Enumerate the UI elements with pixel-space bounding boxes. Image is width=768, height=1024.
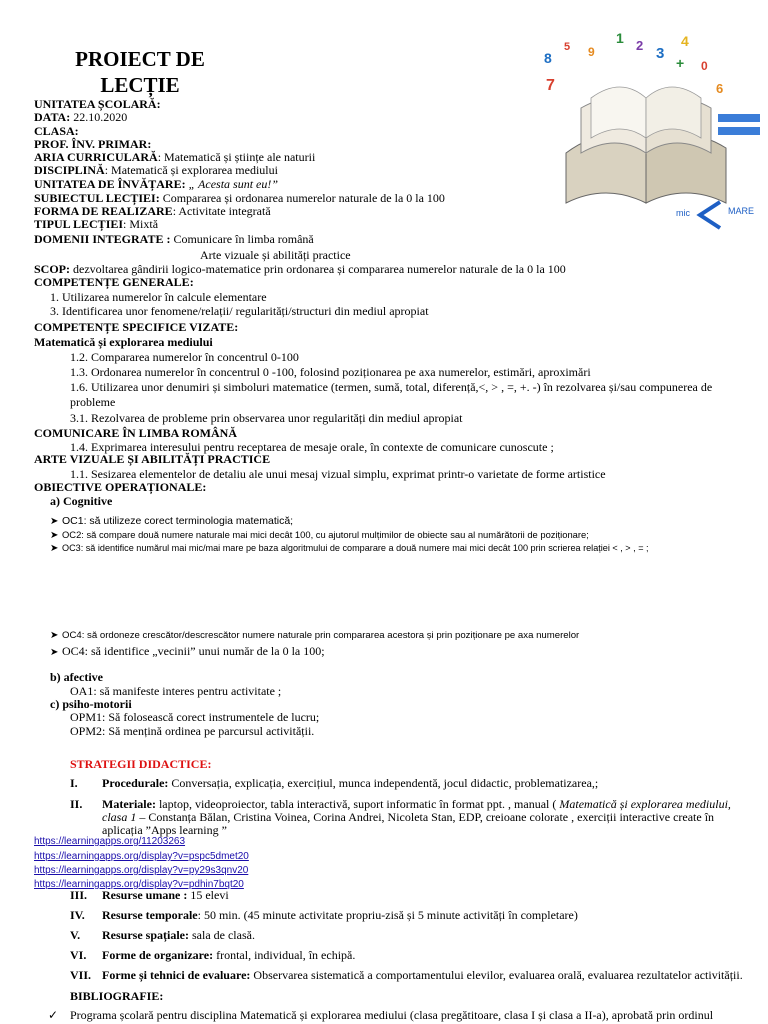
flying-number: + bbox=[676, 55, 685, 71]
strategie-materiale-cont2: aplicația ”Apps learning ” bbox=[102, 823, 227, 837]
subiect-row: SUBIECTUL LECȚIEI: Compararea și ordonarea numerelor naturale de la 0 la 100 bbox=[34, 191, 445, 205]
oc4-item-2: ➤ OC4: să identifice „vecinii” unui număr de la 0 la 100; bbox=[50, 644, 325, 658]
forme-organizare: VI. Forme de organizare: frontal, individual, în echipă. bbox=[70, 948, 356, 962]
flying-number: 0 bbox=[701, 59, 708, 73]
arrow-bullet-icon: ➤ bbox=[50, 647, 59, 658]
afective-label: b) afective bbox=[50, 670, 103, 684]
arrow-bullet-icon: ➤ bbox=[50, 516, 59, 527]
cognitive-label: a) Cognitive bbox=[50, 494, 113, 508]
oa1-item: OA1: să manifeste interes pentru activitate ; bbox=[70, 684, 282, 698]
disciplina-row: DISCIPLINĂ: Matematică și explorarea mediului bbox=[34, 163, 278, 177]
learningapps-link[interactable]: https://learningapps.org/display?v=py29s3qnv20 bbox=[34, 865, 249, 876]
mare-label: MARE bbox=[728, 206, 755, 216]
book-numbers-illustration bbox=[536, 28, 746, 208]
competente-specifice-heading: COMPETENȚE SPECIFICE VIZATE: bbox=[34, 320, 239, 334]
scop-row: SCOP: dezvoltarea gândirii logico-matematice prin ordonarea și compararea numerelor naturale de la 0 la 100 bbox=[34, 262, 566, 276]
flying-number: 8 bbox=[544, 50, 552, 66]
tipul-row: TIPUL LECȚIEI: Mixtă bbox=[34, 217, 159, 231]
mem-heading: Matematică și explorarea mediului bbox=[34, 335, 213, 349]
aria-row: ARIA CURRICULARĂ: Matematică și științe ale naturii bbox=[34, 150, 316, 164]
competenta-specifica-item: 1.1. Sesizarea elementelor de detaliu ale unui mesaj vizual simplu, exprimat printr-o varietate de forme artistice bbox=[70, 467, 606, 481]
flying-number: 1 bbox=[616, 30, 624, 46]
flying-number: 5 bbox=[564, 41, 571, 53]
oc1-item: ➤ OC1: să utilizeze corect terminologia matematică; bbox=[50, 515, 294, 527]
equals-sign-icon bbox=[718, 112, 760, 138]
resurse-spatiale: V. Resurse spațiale: sala de clasă. bbox=[70, 928, 255, 942]
flying-number: 9 bbox=[588, 45, 595, 59]
bibliografie-heading: BIBLIOGRAFIE: bbox=[70, 989, 164, 1003]
strategii-heading: STRATEGII DIDACTICE: bbox=[70, 757, 212, 771]
strategie-materiale: II. Materiale: laptop, videoproiector, tabla interactivă, suport informatic în format ppt. , manual ( Matematică și explorarea mediului, bbox=[70, 797, 731, 811]
checkmark-icon: ✓ bbox=[48, 1008, 59, 1022]
oc2-item: ➤ OC2: să compare două numere naturale mai mici decât 100, cu ajutorul mulțimilor de obiecte sau al numărătorii de poziționare; bbox=[50, 529, 589, 541]
prof-row: PROF. ÎNV. PRIMAR: bbox=[34, 137, 152, 151]
forma-row: FORMA DE REALIZARE: Activitate integrată bbox=[34, 204, 271, 218]
learningapps-link[interactable]: https://learningapps.org/11203263 bbox=[34, 836, 186, 847]
arrow-bullet-icon: ➤ bbox=[50, 530, 59, 541]
domenii-row: DOMENII INTEGRATE : Comunicare în limba română bbox=[34, 232, 314, 246]
opm2-item: OPM2: Să mențină ordinea pe parcursul activității. bbox=[70, 724, 315, 738]
oc3-item: ➤ OC3: să identifice numărul mai mic/mai mare pe baza algoritmului de comparare a două numere mai mici decât 100 prin scrierea relației < , > , = ; bbox=[50, 543, 649, 554]
competente-generale-heading: COMPETENȚE GENERALE: bbox=[34, 275, 194, 289]
flying-number: 6 bbox=[716, 81, 724, 96]
competenta-specifica-item-cont: probleme bbox=[70, 395, 116, 409]
competenta-specifica-item: 3.1. Rezolvarea de probleme prin observarea unor regularități din mediul apropiat bbox=[70, 411, 463, 425]
open-book-icon bbox=[566, 87, 726, 203]
psihomotorii-label: c) psiho-motorii bbox=[50, 697, 132, 711]
oc4-item: ➤ OC4: să ordoneze crescător/descrescător numere naturale prin compararea acestora și prin poziționare pe axa numerelor bbox=[50, 630, 580, 641]
data-row: DATA: 22.10.2020 bbox=[34, 110, 128, 124]
strategie-materiale-cont: clasa 1 – Constanța Bălan, Cristina Voinea, Corina Andrei, Nicoleta Stan, EDP, creioane colorate , exerciții interactive create în bbox=[102, 810, 715, 824]
forme-evaluare: VII. Forme și tehnici de evaluare: Observarea sistematică a comportamentului elevilor, evaluarea orală, evaluarea rezultatelor activității. bbox=[70, 968, 743, 982]
strategie-procedurale: I. Procedurale: Conversația, explicația, exercițiul, munca independentă, jocul didactic, problematizarea,; bbox=[70, 776, 599, 790]
flying-number: 7 bbox=[546, 77, 555, 94]
competenta-generala-item: 3. Identificarea unor fenomene/relații/ regularități/structuri din mediul apropiat bbox=[50, 304, 429, 318]
unitate-row: UNITATEA DE ÎNVĂȚARE: „ Acesta sunt eu!” bbox=[34, 177, 279, 191]
competenta-specifica-item: 1.2. Compararea numerelor în concentrul 0-100 bbox=[70, 350, 299, 364]
mic-mare-graphic bbox=[676, 200, 766, 230]
competenta-specifica-item: 1.6. Utilizarea unor denumiri și simboluri matematice (termen, sumă, total, diferență,<, > , =, +. -) în rezolvarea și/sau compunerea de bbox=[70, 380, 713, 394]
clr-heading: COMUNICARE ÎN LIMBA ROMÂNĂ bbox=[34, 426, 237, 440]
resurse-umane: III. Resurse umane : 15 elevi bbox=[70, 888, 229, 902]
bibliografie-item: ✓ Programa școlară pentru disciplina Matematică și explorarea mediului (clasa pregătitoare, clasa I și clasa a II-a), aprobată prin ordinul bbox=[48, 1008, 714, 1022]
domenii-row-2: Arte vizuale și abilități practice bbox=[200, 248, 351, 262]
arrow-bullet-icon: ➤ bbox=[50, 543, 59, 554]
clasa-row: CLASA: bbox=[34, 124, 79, 138]
flying-number: 2 bbox=[636, 38, 644, 53]
avap-heading: ARTE VIZUALE ȘI ABILITĂȚI PRACTICE bbox=[34, 452, 271, 466]
page-title: PROIECT DE LECȚIE bbox=[75, 47, 205, 98]
obiective-heading: OBIECTIVE OPERAȚIONALE: bbox=[34, 480, 207, 494]
opm1-item: OPM1: Să folosească corect instrumentele de lucru; bbox=[70, 710, 320, 724]
resurse-temporale: IV. Resurse temporale: 50 min. (45 minute activitate propriu-zisă și 5 minute activități în completare) bbox=[70, 908, 578, 922]
flying-number: 4 bbox=[681, 33, 689, 49]
learningapps-link[interactable]: https://learningapps.org/display?v=pdhin7bqt20 bbox=[34, 879, 244, 890]
competenta-specifica-item: 1.3. Ordonarea numerelor în concentrul 0 -100, folosind poziționarea pe axa numerelor, estimări, aproximări bbox=[70, 365, 591, 379]
flying-number: 3 bbox=[656, 45, 665, 62]
unitatea-scolara: UNITATEA ȘCOLARĂ: bbox=[34, 97, 161, 111]
less-than-sign-icon bbox=[696, 200, 724, 230]
mic-label: mic bbox=[676, 208, 690, 218]
competenta-generala-item: 1. Utilizarea numerelor în calcule elementare bbox=[50, 290, 267, 304]
flying-numbers bbox=[544, 30, 723, 96]
arrow-bullet-icon: ➤ bbox=[50, 630, 59, 641]
learningapps-link[interactable]: https://learningapps.org/display?v=pspc5dmet20 bbox=[34, 851, 249, 862]
competenta-specifica-item: 1.4. Exprimarea interesului pentru receptarea de mesaje orale, în contexte de comunicare cunoscute ; bbox=[70, 440, 554, 454]
